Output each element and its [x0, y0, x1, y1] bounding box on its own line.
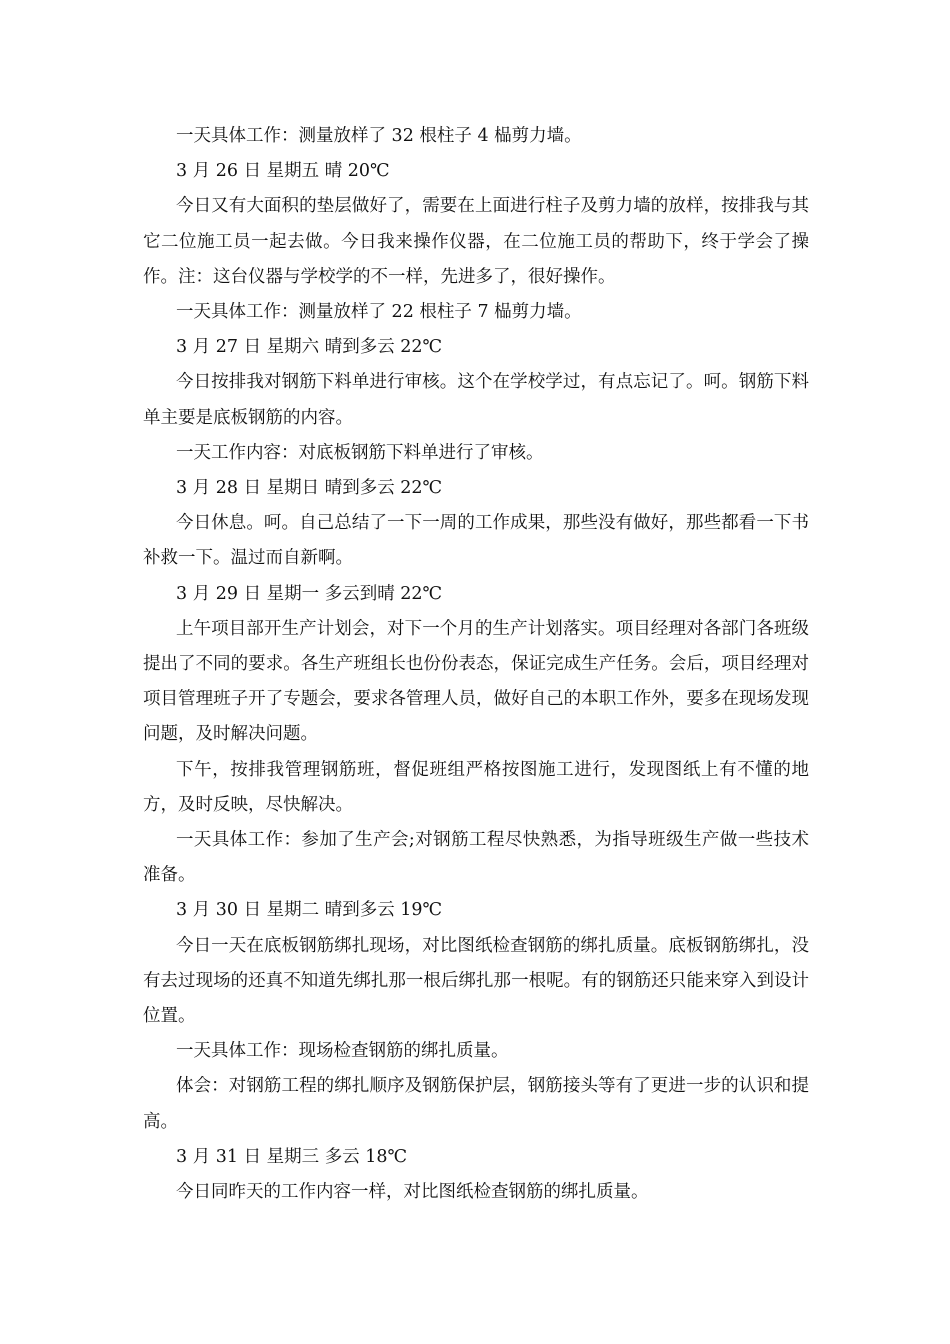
- paragraph: 今日一天在底板钢筋绑扎现场，对比图纸检查钢筋的绑扎质量。底板钢筋绑扎，没有去过现场的还真不知道先绑扎那一根后绑扎那一根呢。有的钢筋还只能来穿入到设计位置。: [143, 935, 809, 1027]
- date-heading: 3 月 27 日 星期六 晴到多云 22℃: [176, 337, 443, 358]
- date-heading: 3 月 28 日 星期日 晴到多云 22℃: [176, 478, 443, 499]
- paragraph-work-summary: 一天具体工作：参加了生产会;对钢筋工程尽快熟悉，为指导班级生产做一些技术准备。: [143, 830, 809, 886]
- paragraph: 今日休息。呵。自己总结了一下一周的工作成果，那些没有做好，那些都看一下书补救一下。温过而自新啊。: [143, 513, 809, 569]
- paragraph-reflection: 体会：对钢筋工程的绑扎顺序及钢筋保护层，钢筋接头等有了更进一步的认识和提高。: [143, 1076, 809, 1132]
- date-heading: 3 月 31 日 星期三 多云 18℃: [176, 1146, 408, 1167]
- paragraph-work-summary: 一天具体工作：现场检查钢筋的绑扎质量。: [176, 1041, 509, 1062]
- date-heading: 3 月 30 日 星期二 晴到多云 19℃: [176, 900, 443, 921]
- paragraph: 下午，按排我管理钢筋班，督促班组严格按图施工进行，发现图纸上有不懂的地方，及时反映，尽快解决。: [143, 759, 809, 815]
- paragraph: 今日按排我对钢筋下料单进行审核。这个在学校学过，有点忘记了。呵。钢筋下料单主要是底板钢筋的内容。: [143, 372, 809, 428]
- paragraph: 今日同昨天的工作内容一样，对比图纸检查钢筋的绑扎质量。: [176, 1182, 649, 1203]
- date-heading: 3 月 29 日 星期一 多云到晴 22℃: [176, 583, 443, 604]
- paragraph-work-summary: 一天具体工作：测量放样了 32 根柱子 4 榀剪力墙。: [176, 126, 582, 146]
- paragraph: 上午项目部开生产计划会，对下一个月的生产计划落实。项目经理对各部门各班级提出了不同的要求。各生产班组长也份份表态，保证完成生产任务。会后，项目经理对项目管理班子开了专题会，要求各管理人员，做好自己的本职工作外，要多在现场发现问题，及时解决问题。: [143, 618, 809, 745]
- paragraph-work-summary: 一天工作内容：对底板钢筋下料单进行了审核。: [176, 442, 544, 463]
- diary-body: [143, 119, 809, 1210]
- paragraph-work-summary: 一天具体工作：测量放样了 22 根柱子 7 榀剪力墙。: [176, 302, 582, 323]
- paragraph: 今日又有大面积的垫层做好了，需要在上面进行柱子及剪力墙的放样，按排我与其它二位施工员一起去做。今日我来操作仪器，在二位施工员的帮助下，终于学会了操作。注：这台仪器与学校学的不一样，先进多了，很好操作。: [143, 196, 809, 287]
- date-heading: 3 月 26 日 星期五 晴 20℃: [176, 161, 390, 182]
